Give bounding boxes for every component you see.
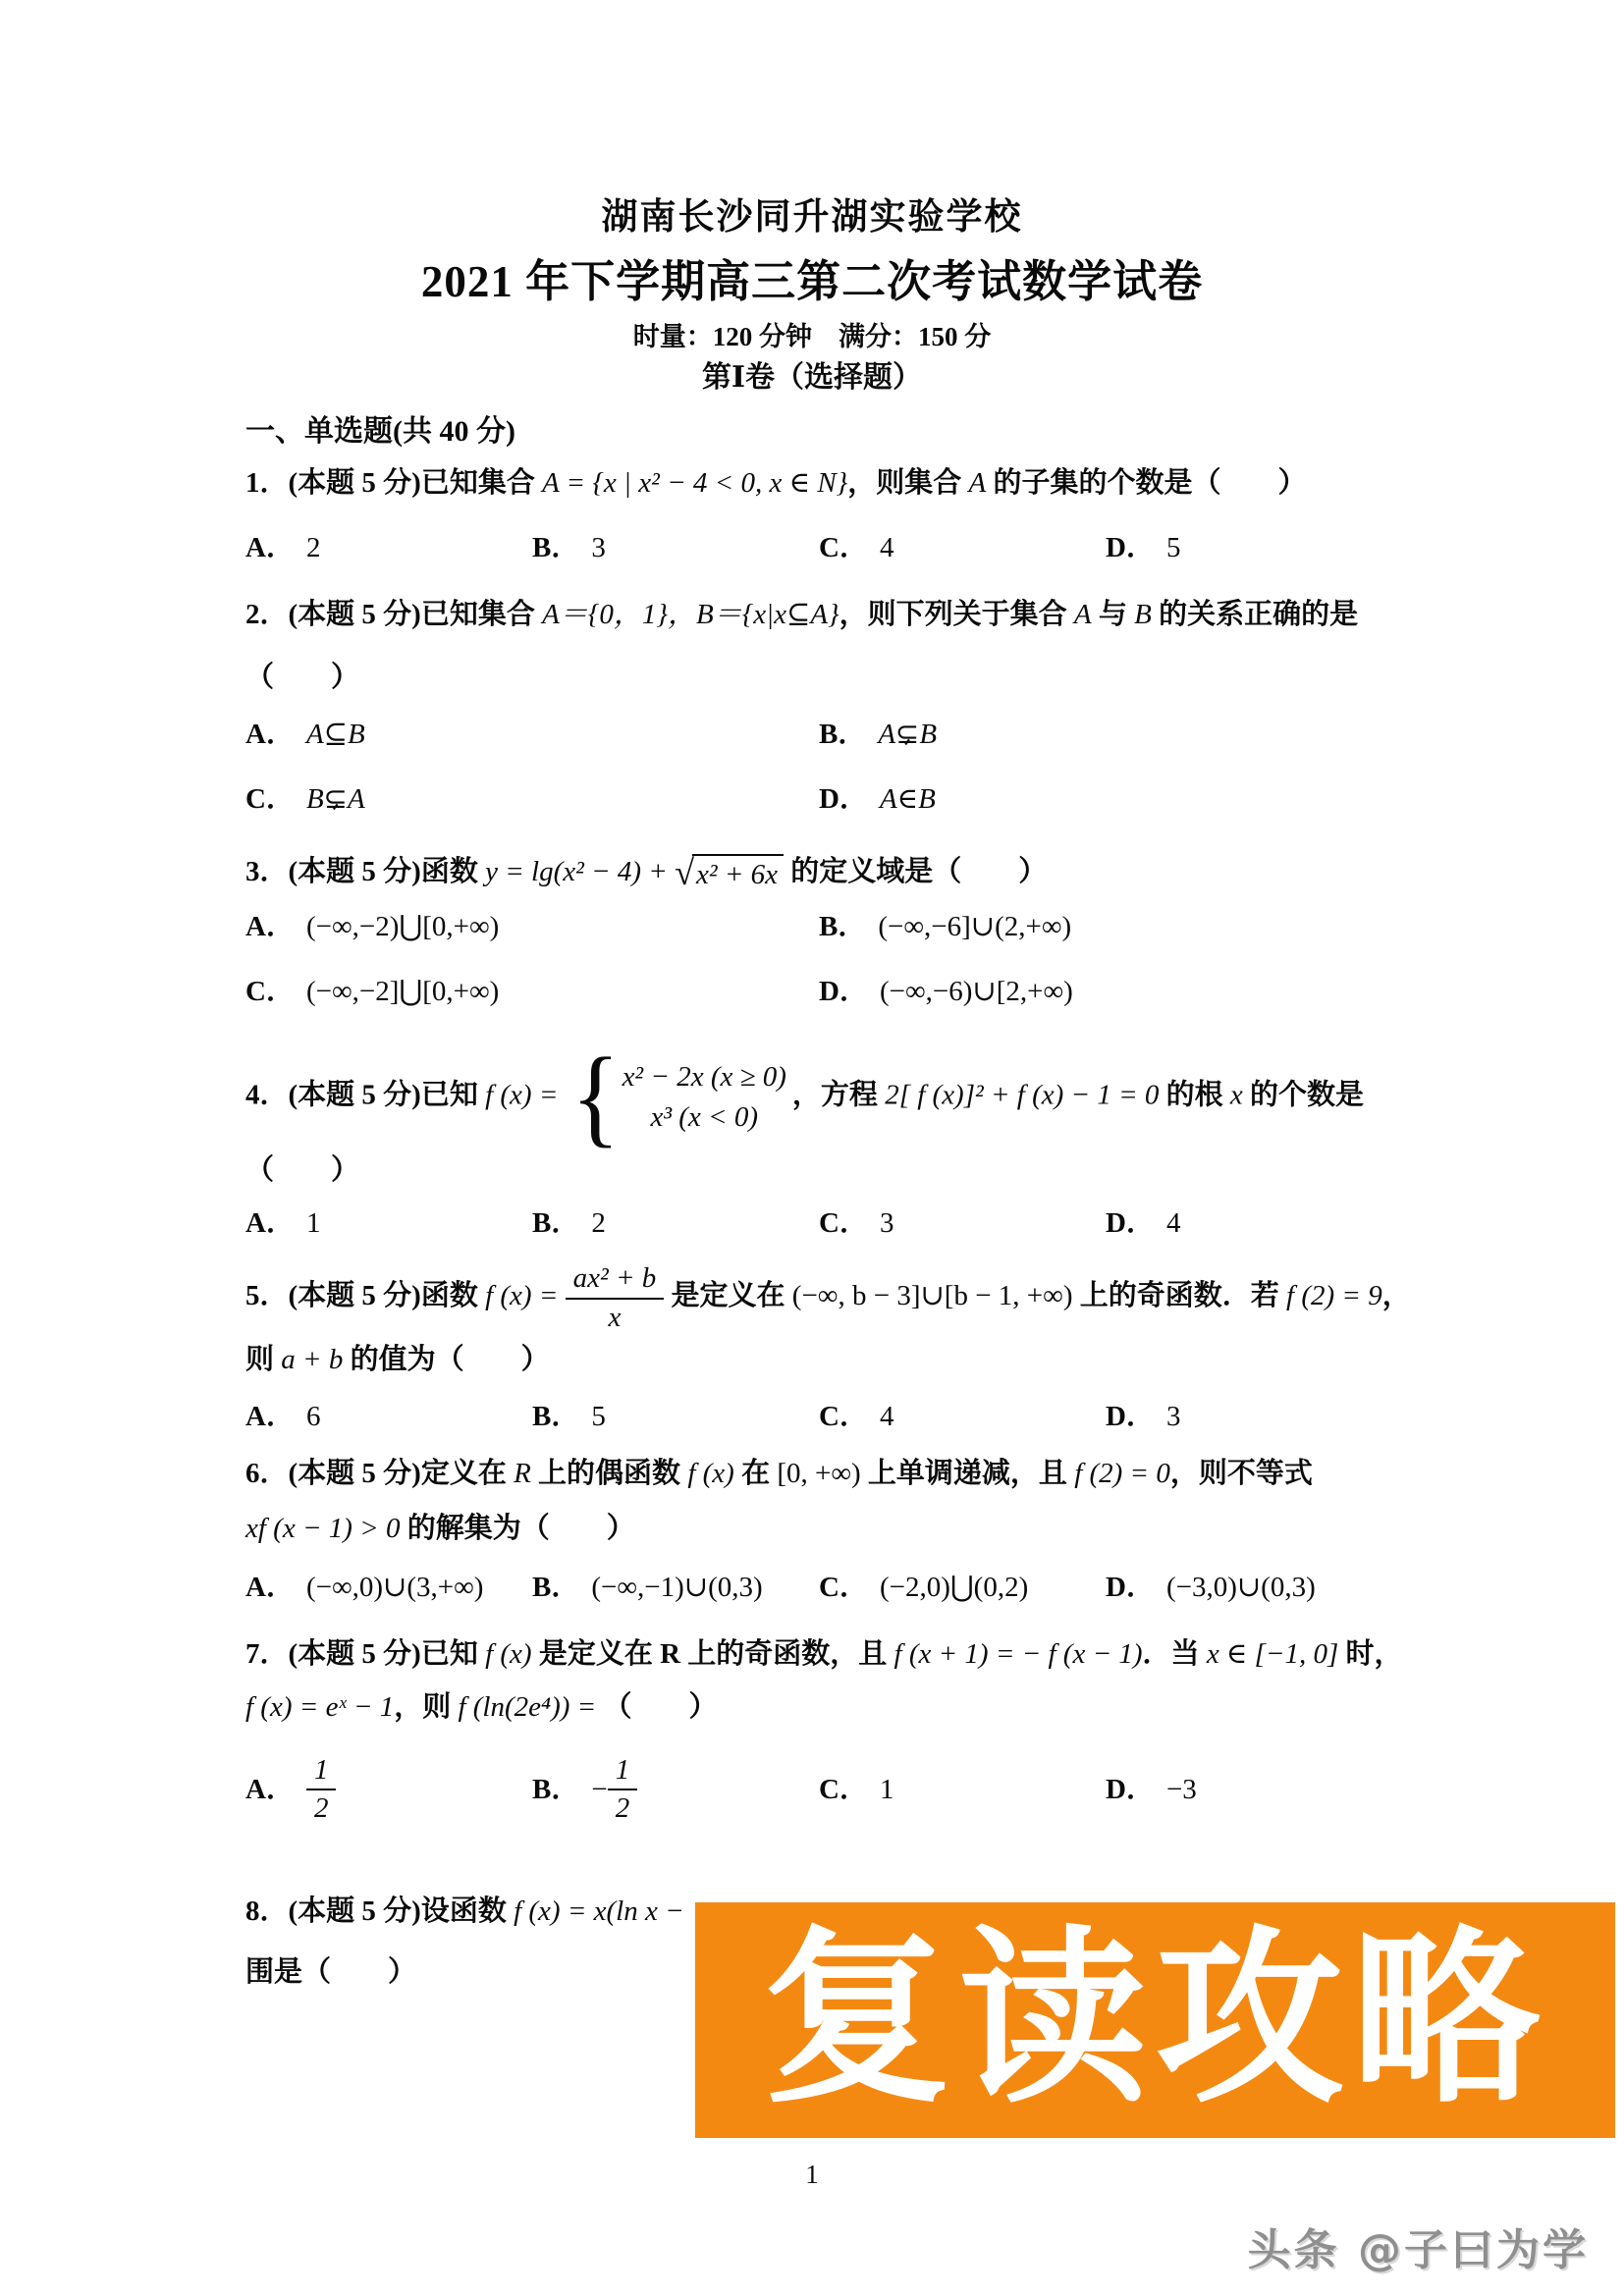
math-expression: f (2) = 0 bbox=[1074, 1457, 1170, 1489]
option-d bbox=[819, 779, 1565, 819]
exam-title: 2021 年下学期高三第二次考试数学试卷 bbox=[420, 257, 1204, 306]
stem-text: 的解集为（ ） bbox=[400, 1512, 635, 1544]
option-value: 1 bbox=[879, 1773, 894, 1805]
numerator: 1 bbox=[608, 1754, 638, 1790]
stem-text: 7．(本题 5 分)已知 bbox=[245, 1637, 486, 1670]
option-label: D． bbox=[819, 976, 868, 1008]
question-3-stem bbox=[245, 850, 1565, 893]
option-value: −3 bbox=[1165, 1773, 1197, 1805]
option-label: A． bbox=[245, 719, 295, 750]
question-2-options bbox=[245, 715, 1565, 819]
option-b bbox=[819, 715, 1565, 754]
math-expression: f (x) bbox=[687, 1457, 734, 1489]
option-label: C． bbox=[819, 1773, 868, 1805]
option-value: (−∞,0)∪(3,+∞) bbox=[305, 1571, 484, 1603]
math-expression: f (ln(2e⁴)) = bbox=[458, 1690, 604, 1723]
stem-text: 与 bbox=[1091, 599, 1135, 630]
option-value: 3 bbox=[879, 1207, 894, 1240]
option-a bbox=[245, 715, 819, 754]
stem-text: ， bbox=[1381, 1280, 1411, 1312]
option-d bbox=[1106, 1203, 1565, 1243]
option-label: A． bbox=[245, 1207, 295, 1240]
denominator: 2 bbox=[313, 1791, 329, 1824]
math-expression: (−∞, b − 3]∪[b − 1, +∞) bbox=[791, 1280, 1073, 1312]
option-label: B． bbox=[532, 532, 580, 563]
stem-text: 4．(本题 5 分)已知 bbox=[245, 1079, 486, 1111]
math-expression: A bbox=[1073, 599, 1092, 630]
stem-text: 的值为（ ） bbox=[343, 1343, 550, 1375]
piecewise-function bbox=[570, 1036, 786, 1158]
question-5-options bbox=[245, 1397, 1565, 1436]
option-value: A⊊B bbox=[878, 719, 938, 750]
option-value: 2 bbox=[591, 1207, 606, 1240]
math-expression: A bbox=[968, 467, 987, 499]
fraction bbox=[608, 1754, 638, 1826]
option-d bbox=[1106, 1770, 1565, 1809]
radical-sign: √ bbox=[675, 853, 695, 893]
question-3-options bbox=[245, 907, 1565, 1011]
option-c bbox=[819, 528, 1106, 567]
question-2 bbox=[245, 593, 1565, 819]
question-3 bbox=[245, 850, 1565, 1011]
option-c bbox=[819, 1397, 1106, 1436]
stem-text: 2．(本题 5 分)已知集合 bbox=[245, 599, 543, 630]
question-6 bbox=[245, 1452, 1565, 1607]
math-expression: R bbox=[514, 1457, 531, 1489]
exam-duration-score: 时量：120 分钟 满分：150 分 bbox=[632, 322, 992, 351]
denominator: 2 bbox=[615, 1791, 630, 1824]
section-heading: 一、单选题(共 40 分) bbox=[245, 415, 515, 448]
option-value: 2 bbox=[305, 532, 321, 563]
question-7-options bbox=[245, 1748, 1565, 1831]
option-b bbox=[532, 1568, 819, 1607]
option-d bbox=[1106, 528, 1565, 567]
math-expression: f (x) = bbox=[485, 1280, 566, 1312]
option-d bbox=[1106, 1397, 1565, 1436]
option-value: A∈B bbox=[879, 783, 936, 815]
option-value: (−∞,−6]∪(2,+∞) bbox=[878, 911, 1072, 943]
math-expression: x ∈ [−1, 0] bbox=[1206, 1637, 1339, 1670]
math-expression: y = lg(x² − 4) + bbox=[485, 856, 676, 887]
question-1-stem bbox=[245, 461, 1565, 505]
denominator: x bbox=[608, 1301, 622, 1333]
stem-text: 时， bbox=[1338, 1637, 1403, 1670]
option-c bbox=[245, 972, 819, 1011]
question-6-stem bbox=[245, 1452, 1565, 1495]
numerator: 1 bbox=[306, 1754, 337, 1790]
option-a bbox=[245, 1568, 532, 1607]
fraction bbox=[566, 1262, 665, 1334]
stem-text: 的子集的个数是（ ） bbox=[986, 467, 1307, 499]
question-7-stem bbox=[245, 1632, 1565, 1676]
math-expression: f (x) = bbox=[485, 1079, 566, 1111]
question-5-stem-line2 bbox=[245, 1338, 1565, 1381]
piecewise-brace: { bbox=[570, 1036, 621, 1158]
option-d bbox=[1106, 1568, 1565, 1607]
stem-text: 3．(本题 5 分)函数 bbox=[245, 856, 486, 887]
question-4 bbox=[245, 1036, 1565, 1243]
piecewise-cases bbox=[623, 1060, 786, 1135]
option-b bbox=[532, 1754, 819, 1826]
option-label: C． bbox=[819, 1207, 868, 1240]
stem-text: 的根 bbox=[1159, 1079, 1230, 1111]
promo-banner-text: 复读攻略 bbox=[762, 1910, 1548, 2129]
math-expression: f (2) = 9 bbox=[1286, 1280, 1382, 1312]
stem-text: 则 bbox=[245, 1343, 282, 1375]
stem-text: 的定义域是（ ） bbox=[784, 856, 1048, 887]
option-value: (−3,0)∪(0,3) bbox=[1165, 1571, 1316, 1603]
stem-text: 5．(本题 5 分)函数 bbox=[245, 1280, 486, 1312]
option-label: D． bbox=[1106, 1571, 1155, 1603]
option-label: D． bbox=[1106, 1400, 1155, 1432]
stem-text: ，则 bbox=[394, 1690, 459, 1723]
stem-text: 上的偶函数 bbox=[530, 1457, 688, 1489]
option-value: 6 bbox=[305, 1400, 321, 1432]
option-value: A⊆B bbox=[305, 719, 365, 750]
question-6-options bbox=[245, 1568, 1565, 1607]
question-6-stem-line2 bbox=[245, 1507, 1565, 1550]
option-label: D． bbox=[819, 783, 868, 815]
option-label: A． bbox=[245, 1773, 295, 1805]
option-label: B． bbox=[819, 719, 867, 750]
stem-text: 在 bbox=[733, 1457, 778, 1489]
promo-banner bbox=[695, 1902, 1615, 2138]
option-d bbox=[819, 972, 1565, 1011]
option-value: 3 bbox=[591, 532, 606, 563]
question-2-stem bbox=[245, 593, 1565, 636]
stem-text: ，方程 bbox=[791, 1079, 886, 1111]
minus-sign: − bbox=[591, 1773, 608, 1805]
question-2-answer-blank: （ ） bbox=[245, 662, 360, 693]
option-label: A． bbox=[245, 532, 295, 563]
option-a bbox=[245, 907, 819, 946]
option-value: B⊊A bbox=[305, 783, 365, 815]
option-value: 5 bbox=[1165, 532, 1181, 563]
school-name: 湖南长沙同升湖实验学校 bbox=[601, 197, 1023, 238]
option-b bbox=[819, 907, 1565, 946]
watermark: 头条 @子曰为学 bbox=[1247, 2225, 1589, 2275]
case-1: x² − 2x (x ≥ 0) bbox=[622, 1061, 786, 1094]
option-label: B． bbox=[532, 1571, 580, 1603]
question-8-stem-line2: 围是（ ） bbox=[245, 1955, 417, 1988]
stem-text: ，则下列关于集合 bbox=[839, 599, 1074, 630]
page-number: 1 bbox=[805, 2160, 819, 2189]
option-value: 1 bbox=[305, 1207, 321, 1240]
option-value: 3 bbox=[1165, 1400, 1181, 1432]
questions-area bbox=[0, 412, 1624, 1994]
stem-text: ，则不等式 bbox=[1169, 1457, 1313, 1489]
option-label: C． bbox=[819, 532, 868, 563]
math-expression: B bbox=[1134, 599, 1152, 630]
math-expression: 2[ f (x)]² + f (x) − 1 = 0 bbox=[885, 1079, 1160, 1111]
volume-heading: 第Ⅰ卷（选择题） bbox=[701, 361, 923, 394]
math-expression: f (x) = x(ln x − bbox=[514, 1895, 684, 1927]
option-a bbox=[245, 1203, 532, 1243]
option-value: (−2,0)⋃(0,2) bbox=[879, 1571, 1029, 1603]
option-b bbox=[532, 1203, 819, 1243]
case-2: x³ (x < 0) bbox=[650, 1101, 759, 1134]
stem-text: （ ） bbox=[603, 1690, 718, 1723]
math-expression: f (x) = eˣ − 1 bbox=[245, 1690, 395, 1723]
option-b bbox=[532, 528, 819, 567]
math-expression: f (x + 1) = − f (x − 1) bbox=[893, 1637, 1143, 1670]
option-a bbox=[245, 528, 532, 567]
question-4-answer-blank: （ ） bbox=[245, 1154, 360, 1187]
option-label: B． bbox=[819, 911, 867, 943]
square-root bbox=[675, 854, 784, 893]
math-expression: f (x) bbox=[485, 1637, 532, 1670]
math-expression: A＝{0，1}，B＝{x|x⊆A} bbox=[542, 599, 839, 630]
question-5 bbox=[245, 1262, 1565, 1436]
option-value: (−∞,−2)⋃[0,+∞) bbox=[305, 911, 500, 943]
paper-header bbox=[0, 0, 1624, 397]
math-expression: xf (x − 1) > 0 bbox=[245, 1512, 401, 1544]
stem-text: 的关系正确的是 bbox=[1151, 599, 1359, 630]
option-label: A． bbox=[245, 1400, 295, 1432]
option-value: 5 bbox=[591, 1400, 606, 1432]
option-label: C． bbox=[245, 783, 295, 815]
option-label: C． bbox=[245, 976, 295, 1008]
option-value: (−∞,−6)∪[2,+∞) bbox=[879, 976, 1073, 1008]
math-expression: x bbox=[1229, 1079, 1243, 1111]
math-expression: A = {x | x² − 4 < 0, x ∈ N} bbox=[542, 467, 848, 499]
option-label: B． bbox=[532, 1773, 580, 1805]
math-expression: a + b bbox=[281, 1343, 344, 1375]
option-c bbox=[819, 1770, 1106, 1809]
question-4-stem bbox=[245, 1036, 1565, 1158]
option-label: D． bbox=[1106, 532, 1155, 563]
stem-text: 6．(本题 5 分)定义在 bbox=[245, 1457, 514, 1489]
stem-text: 是定义在 R 上的奇函数，且 bbox=[531, 1637, 894, 1670]
stem-text: 上的奇函数．若 bbox=[1072, 1280, 1287, 1312]
option-label: D． bbox=[1106, 1773, 1155, 1805]
option-value: (−∞,−2]⋃[0,+∞) bbox=[305, 976, 500, 1008]
option-label: D． bbox=[1106, 1207, 1155, 1240]
question-1-options bbox=[245, 528, 1565, 567]
option-c bbox=[819, 1203, 1106, 1243]
option-c bbox=[819, 1568, 1106, 1607]
question-5-stem bbox=[245, 1262, 1565, 1334]
numerator: ax² + b bbox=[566, 1262, 665, 1299]
math-expression: [0, +∞) bbox=[777, 1457, 861, 1489]
option-label: C． bbox=[819, 1571, 868, 1603]
option-label: A． bbox=[245, 911, 295, 943]
option-value: 4 bbox=[879, 1400, 894, 1432]
option-label: B． bbox=[532, 1400, 580, 1432]
option-a bbox=[245, 1397, 532, 1436]
option-label: B． bbox=[532, 1207, 580, 1240]
stem-text: 上单调递减，且 bbox=[860, 1457, 1075, 1489]
question-7 bbox=[245, 1632, 1565, 1831]
option-value: 4 bbox=[879, 532, 894, 563]
stem-text: 的个数是 bbox=[1242, 1079, 1365, 1111]
radicand: x² + 6x bbox=[692, 854, 784, 892]
stem-text: ．当 bbox=[1142, 1637, 1207, 1670]
stem-text: 1．(本题 5 分)已知集合 bbox=[245, 467, 543, 499]
option-value: (−∞,−1)∪(0,3) bbox=[591, 1571, 763, 1603]
stem-text: ，则集合 bbox=[847, 467, 969, 499]
option-value: 4 bbox=[1165, 1207, 1181, 1240]
stem-text: 8．(本题 5 分)设函数 bbox=[245, 1895, 514, 1927]
option-b bbox=[532, 1397, 819, 1436]
question-7-stem-line2 bbox=[245, 1685, 1565, 1729]
option-label: A． bbox=[245, 1571, 295, 1603]
option-a bbox=[245, 1754, 532, 1826]
question-4-options bbox=[245, 1203, 1565, 1243]
question-1 bbox=[245, 461, 1565, 567]
option-label: C． bbox=[819, 1400, 868, 1432]
stem-text: 是定义在 bbox=[664, 1280, 792, 1312]
option-c bbox=[245, 779, 819, 819]
fraction bbox=[306, 1754, 337, 1826]
